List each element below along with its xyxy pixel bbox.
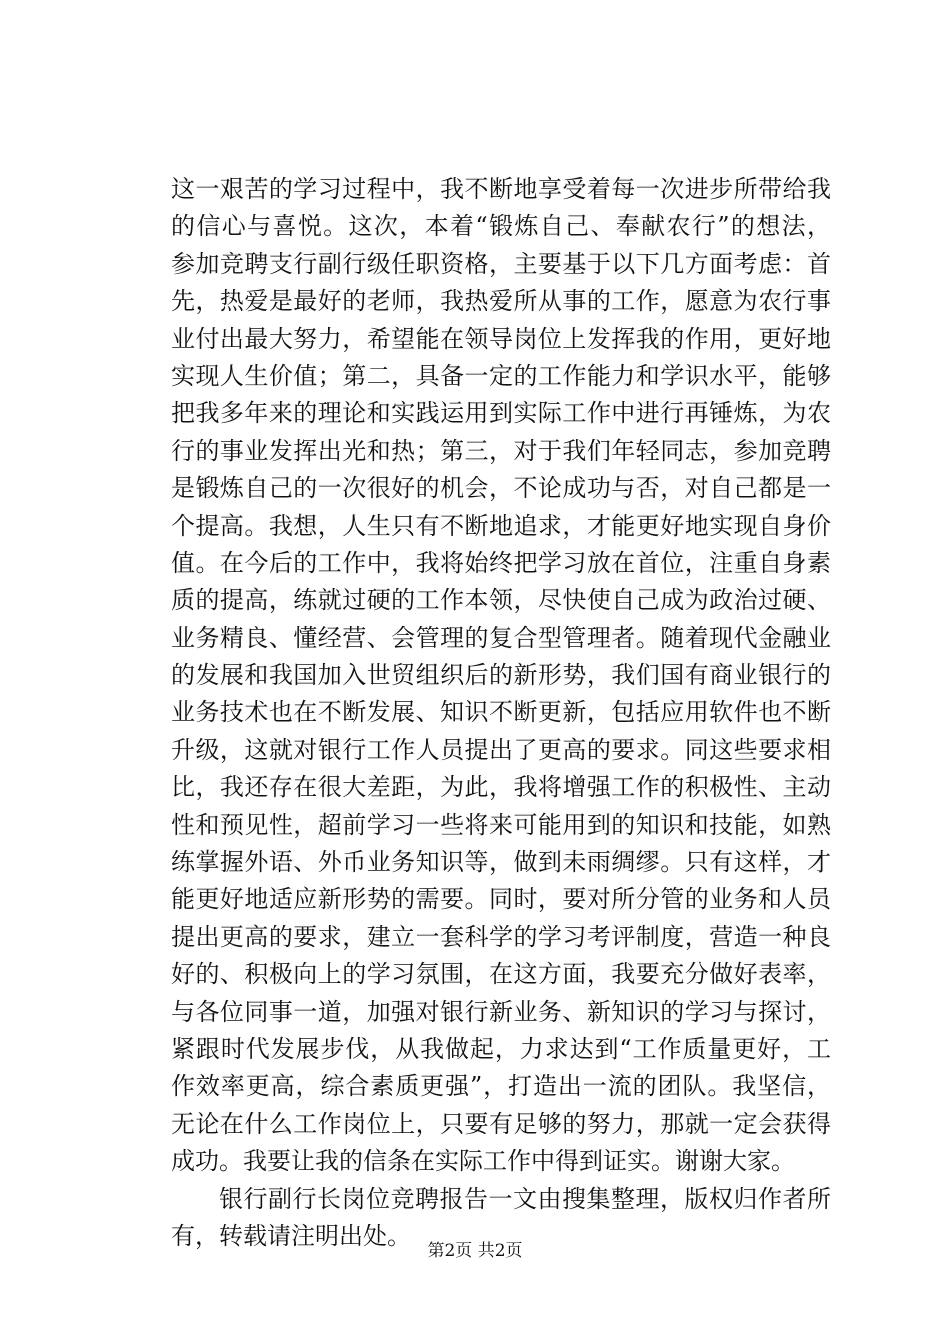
paragraph-line: 紧跟时代发展步伐，从我做起，力求达到“工作质量更好，工: [171, 1034, 831, 1063]
paragraph-line: 先，热爱是最好的老师，我热爱所从事的工作，愿意为农行事: [171, 287, 831, 316]
paragraph-line: 提出更高的要求，建立一套科学的学习考评制度，营造一种良: [171, 922, 831, 951]
paragraph-line: 参加竞聘支行副行级任职资格，主要基于以下几方面考虑：首: [171, 249, 831, 278]
paragraph-line: 行的事业发挥出光和热；第三，对于我们年轻同志，参加竞聘: [171, 436, 831, 465]
paragraph-line: 好的、积极向上的学习氛围，在这方面，我要充分做好表率，: [171, 960, 831, 989]
paragraph-line: 练掌握外语、外币业务知识等，做到未雨绸缪。只有这样，才: [171, 848, 831, 877]
paragraph-line: 业务技术也在不断发展、知识不断更新，包括应用软件也不断: [171, 698, 831, 727]
paragraph-line: 实现人生价值；第二，具备一定的工作能力和学识水平，能够: [171, 361, 831, 390]
paragraph-line: 把我多年来的理论和实践运用到实际工作中进行再锤炼，为农: [171, 399, 831, 428]
paragraph-line: 性和预见性，超前学习一些将来可能用到的知识和技能，如熟: [171, 810, 831, 839]
paragraph-line: 成功。我要让我的信条在实际工作中得到证实。谢谢大家。: [171, 1147, 795, 1176]
paragraph-line: 比，我还存在很大差距，为此，我将增强工作的积极性、主动: [171, 773, 831, 802]
paragraph-line: 是锻炼自己的一次很好的机会，不论成功与否，对自己都是一: [171, 474, 831, 503]
paragraph-line: 的发展和我国加入世贸组织后的新形势，我们国有商业银行的: [171, 661, 831, 690]
document-body: [171, 171, 831, 1255]
paragraph-line: 值。在今后的工作中，我将始终把学习放在首位，注重自身素: [171, 548, 831, 577]
paragraph-line: 这一艰苦的学习过程中，我不断地享受着每一次进步所带给我: [171, 175, 831, 203]
paragraph-line: 能更好地适应新形势的需要。同时，要对所分管的业务和人员: [171, 885, 831, 914]
paragraph-line: 业务精良、懂经营、会管理的复合型管理者。随着现代金融业: [171, 623, 831, 652]
note-line: 银行副行长岗位竞聘报告一文由搜集整理，版权归作者所: [219, 1184, 831, 1213]
paragraph-line: 无论在什么工作岗位上，只要有足够的努力，那就一定会获得: [171, 1109, 831, 1138]
paragraph-line: 业付出最大努力，希望能在领导岗位上发挥我的作用，更好地: [171, 324, 831, 353]
paragraph-line: 个提高。我想，人生只有不断地追求，才能更好地实现自身价: [171, 511, 831, 540]
paragraph-line: 作效率更高，综合素质更强”，打造出一流的团队。我坚信，: [171, 1072, 831, 1101]
page-number-footer: 第2页 共2页: [427, 1241, 523, 1261]
paragraph-line: 升级，这就对银行工作人员提出了更高的要求。同这些要求相: [171, 735, 831, 764]
paragraph-line: 质的提高，练就过硬的工作本领，尽快使自己成为政治过硬、: [171, 586, 831, 615]
paragraph-line: 的信心与喜悦。这次，本着“锻炼自己、奉献农行”的想法，: [171, 212, 831, 241]
paragraph-line: 与各位同事一道，加强对银行新业务、新知识的学习与探讨，: [171, 997, 831, 1026]
note-line: 有，转载请注明出处。: [171, 1221, 411, 1250]
